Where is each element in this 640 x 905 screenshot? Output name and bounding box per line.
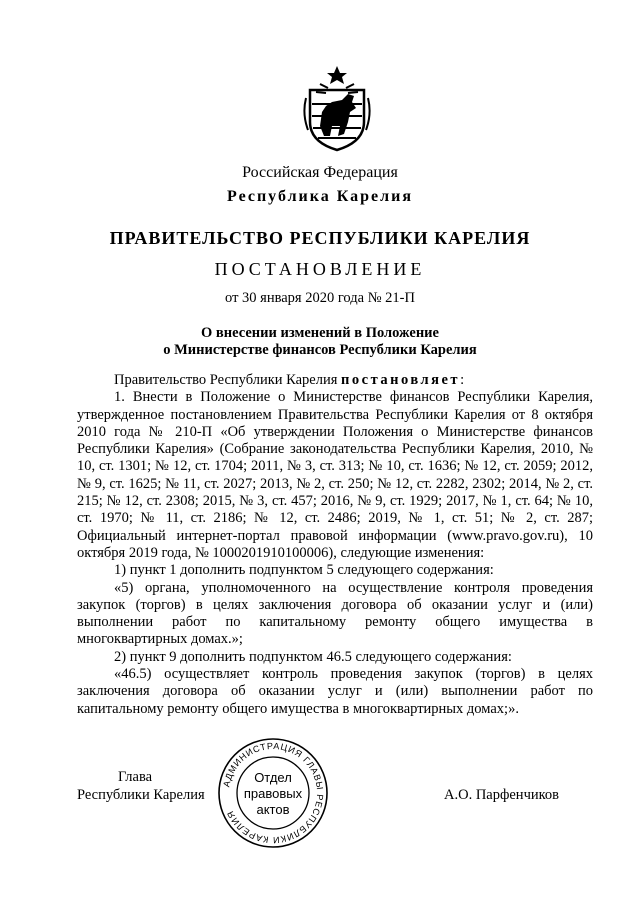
item-1-paragraph: 1. Внести в Положение о Министерстве финансов Республики Карелия, утвержденное постановлением Правительства Республики Карелия от 8 октября 2010 года № 210-П «Об утверждении Положения о Министерстве финансов Республики Карелия» (Собрание законодательства Республики Карелия, 2010, № 10, ст. 1301; № 12, ст. 1704; 2011, № 3, ст. 313; № 10, ст. 1636; № 12, ст. 2059; 2012, № 9, ст. 1625; № 11, ст. 2027; 2013, № 2, ст. 250; № 12, ст. 2282, 2302; 2014, № 2, ст. 215; № 12, ст. 2308; 2015, № 3, ст. 457; 2016, № 9, ст. 1929; 2017, № 1, ст. 64; № 10, ст. 1970; № 11, ст. 2186; № 12, ст. 2486; 2019, № 1, ст. 51; № 2, ст. 287; Официальный интернет-портал правовой информации (www.pravo.gov.ru), 10 октября 2019 года, № 1000201910100006), следующие изменения: [77, 389, 593, 561]
stamp-line-1: Отдел [254, 770, 292, 785]
document-date: от 30 января 2020 года № 21-П [225, 290, 415, 306]
karelia-coat-of-arms-icon [300, 64, 374, 152]
subitem-1-paragraph: 1) пункт 1 дополнить подпунктом 5 следующего содержания: [114, 562, 494, 579]
intro-suffix: : [460, 372, 465, 388]
document-title-line-2: о Министерстве финансов Республики Карелия [163, 342, 477, 358]
quote-2-paragraph: «46.5) осуществляет контроль проведения закупок (торгов) в целях заключения договора об оказании услуг и (или) выполнении работ по капитальному ремонту общего имущества в многоквартирных домах;». [77, 666, 593, 717]
intro-paragraph [77, 372, 593, 389]
document-body [77, 372, 593, 718]
government-heading: ПРАВИТЕЛЬСТВО РЕСПУБЛИКИ КАРЕЛИЯ [109, 228, 531, 248]
stamp-line-2: правовых [243, 786, 303, 801]
intro-verb: постановляет [341, 372, 461, 388]
signatory-name: А.О. Парфенчиков [444, 787, 560, 803]
legal-department-stamp [216, 736, 330, 850]
republic-heading: Республика Карелия [227, 188, 413, 205]
federation-heading: Российская Федерация [242, 164, 398, 181]
document-title-line-1: О внесении изменений в Положение [201, 325, 439, 341]
signatory-title-line-2: Республики Карелия [77, 787, 205, 803]
document-type-heading: ПОСТАНОВЛЕНИЕ [214, 259, 426, 279]
subitem-2-paragraph: 2) пункт 9 дополнить подпунктом 46.5 следующего содержания: [114, 648, 512, 665]
quote-1-paragraph: «5) органа, уполномоченного на осуществление контроля проведения закупок (торгов) в целях заключения договора об оказании услуг и (или) выполнении работ по капитальному ремонту общего имущества в многоквартирных домах.»; [77, 579, 593, 648]
intro-prefix: Правительство Республики Карелия [114, 372, 342, 388]
stamp-line-3: актов [256, 802, 290, 817]
stamp-ring-text: АДМИНИСТРАЦИЯ ГЛАВЫ РЕСПУБЛИКИ КАРЕЛИЯ [221, 740, 326, 846]
signatory-title-line-1: Глава [118, 769, 153, 785]
